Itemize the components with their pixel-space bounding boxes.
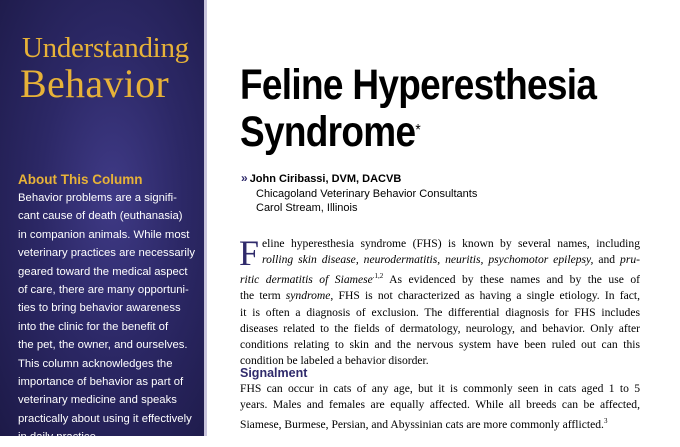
about-line: veterinary practices are necessarily <box>18 247 196 260</box>
about-column-title: About This Column <box>18 172 143 187</box>
intro-line: ritic dermatitis of Siamese$^{.1,2}$ As evidenced by these names and by the use of <box>240 272 640 287</box>
sidebar-divider <box>204 0 207 436</box>
about-line: geared toward the medical aspect <box>18 265 188 278</box>
about-line: in companion animals. While most <box>18 228 190 241</box>
intro-line: conditions relating to skin and the nervous system have been ruled out can this <box>240 338 640 352</box>
signalment-line: Siamese, Burmese, Persian, and Abyssinian cats are more commonly afflicted.$^3$ <box>240 417 608 432</box>
author-marker-icon: » <box>241 171 248 185</box>
title-footnote-mark: * <box>415 122 421 139</box>
drop-cap: F <box>239 233 260 273</box>
title-line2: Syndrome* <box>240 108 421 156</box>
signalment-paragraph <box>240 381 640 433</box>
column-brand-line1: Understanding <box>22 32 189 64</box>
about-line: in daily practice. <box>18 431 99 444</box>
intro-line: eline hyperesthesia syndrome (FHS) is known by several names, including <box>262 237 640 250</box>
about-line: veterinary medicine and speaks <box>18 394 177 407</box>
about-line: the pet, the owner, and ourselves. <box>18 339 188 352</box>
footnote-ref: 3 <box>603 417 608 426</box>
author-affiliation: Chicagoland Veterinary Behavior Consultants <box>256 187 478 200</box>
intro-line: condition be labeled a behavior disorder. <box>240 354 429 368</box>
about-line: Behavior problems are a signifi- <box>18 192 177 204</box>
about-line: of care, there are many opportuni- <box>18 284 189 297</box>
about-line: practically about using it effectively <box>18 412 192 425</box>
intro-line: diseases related to the fields of dermatology, neurology, and behavior. Only after <box>240 321 640 335</box>
about-line: cant cause of death (euthanasia) <box>18 210 183 223</box>
article-title <box>240 62 610 156</box>
column-brand-line2: Behavior <box>20 61 170 106</box>
section-heading-signalment: Signalment <box>240 366 308 380</box>
about-line: This column acknowledges the <box>18 357 173 370</box>
signalment-line: years. Males and females are equally affected. While all breeds can be affected, <box>240 398 640 412</box>
signalment-line: FHS can occur in cats of any age, but it is commonly seen in cats aged 1 to 5 <box>240 382 640 395</box>
about-line: importance of behavior as part of <box>18 376 184 389</box>
intro-line: the term syndrome, FHS is not characterized as having a single etiology. In fact, <box>240 289 640 303</box>
intro-line: it is often a diagnosis of exclusion. The differential diagnosis for FHS includes <box>240 305 640 319</box>
about-line: ties to bring behavior awareness <box>18 302 181 315</box>
about-column-text <box>18 189 202 447</box>
title-line1: Feline Hyperesthesia <box>240 61 597 109</box>
author-byline <box>241 171 477 216</box>
intro-line: rolling skin disease, neurodermatitis, neuritis, psychomotor epilepsy, and pru- <box>262 253 640 267</box>
author-location: Carol Stream, Illinois <box>256 202 358 214</box>
sidebar-panel <box>0 0 204 444</box>
intro-paragraph <box>239 233 640 369</box>
about-line: into the clinic for the benefit of <box>18 320 169 333</box>
author-name: John Ciribassi, DVM, DACVB <box>249 173 402 185</box>
